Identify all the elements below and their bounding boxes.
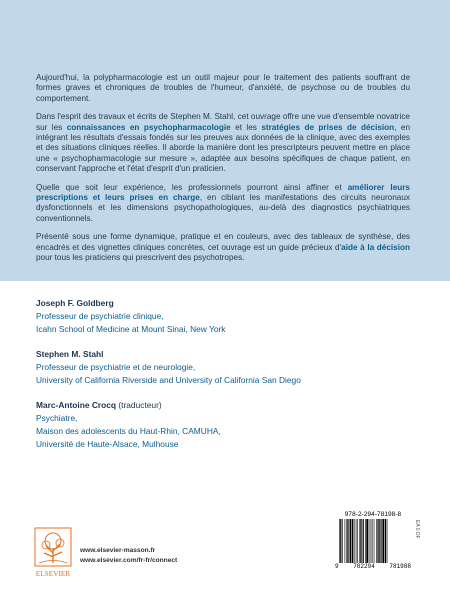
author-entry: [36, 348, 426, 387]
text-run: Quelle que soit leur expérience, les professionnels pourront ainsi affiner et: [36, 182, 348, 192]
barcode-digits-left: 782294: [353, 563, 375, 570]
publisher-url-2[interactable]: www.elsevier.com/fr-fr/connect: [80, 557, 178, 564]
barcode-digits-right: 781988: [389, 563, 411, 570]
summary-paragraph-3: [36, 183, 410, 225]
highlight-text: stratégies de prises de décision: [261, 122, 395, 132]
back-cover-summary: [36, 73, 410, 272]
author-list: [36, 297, 426, 463]
text-run: , en intégrant les résultats d'essais fondés sur les preuves aux données de la clinique, avec des exemples et des situations cliniques réelles. Il aborde la manière dont les prescripteurs peuvent mettre en place une « psychopharmacologie sur mesure », adaptée aux besoins spécifiques de chaque patient, en conservant l'approche et l'état d'esprit d'un praticien.: [36, 122, 410, 174]
highlight-text: connaissances en psychopharmacologie: [66, 122, 231, 132]
elsevier-logo: [33, 527, 73, 579]
publisher-url-1[interactable]: www.elsevier-masson.fr: [80, 547, 156, 554]
logo-text: ELSEVIER: [35, 569, 71, 578]
isbn-barcode: [335, 511, 411, 576]
summary-paragraph-4: [36, 232, 410, 263]
barcode-digit-first: 9: [335, 563, 339, 570]
barcode-icon: [335, 519, 411, 563]
author-entry: [36, 297, 426, 336]
publisher-urls: [80, 546, 177, 566]
author-entry: [36, 399, 426, 451]
text-run: , en ciblant les manifestations des circuits neuronaux dysfonctionnels et les dimensions psychopathologiques, au-delà des diagnostics psychiatriques conventionnels.: [36, 193, 410, 223]
author-role-note: (traducteur): [116, 400, 162, 410]
highlight-text: améliorer leurs prescriptions et leurs prises en charge: [36, 182, 410, 203]
author-affiliation: Icahn School of Medicine at Mount Sinai, New York: [36, 324, 226, 334]
author-affiliation-2: Université de Haute-Alsace, Mulhouse: [36, 439, 179, 449]
author-affiliation: Maison des adolescents du Haut-Rhin, CAMUHA,: [36, 426, 221, 436]
summary-paragraph-2: [36, 112, 410, 174]
text-run: Présenté sous une forme dynamique, pratique et en couleurs, avec des tableaux de synthèse, des encadrés et des vignettes cliniques concrètes, cet ouvrage est un guide précieux d': [36, 232, 410, 252]
side-code: EA 0 DF: [414, 520, 420, 539]
text-run: Dans l'esprit des travaux et écrits de Stephen M. Stahl, cet ouvrage offre une vue d'ensemble novatrice sur les: [36, 112, 410, 132]
author-name: Marc-Antoine Crocq: [36, 400, 117, 410]
isbn-number: 978-2-294-78198-8: [344, 511, 402, 518]
author-name: Joseph F. Goldberg: [36, 298, 114, 308]
elsevier-tree-icon: [33, 527, 73, 579]
author-title: Professeur de psychiatrie clinique,: [36, 311, 164, 321]
barcode-digits: [335, 563, 411, 570]
highlight-text: aide à la décision: [341, 242, 410, 252]
author-title: Professeur de psychiatrie et de neurologie,: [36, 362, 196, 372]
author-affiliation: University of California Riverside and University of California San Diego: [36, 375, 301, 385]
author-name: Stephen M. Stahl: [36, 349, 104, 359]
text-run: pour tous les praticiens qui prescrivent des psychotropes.: [36, 253, 245, 263]
author-name-line: [36, 399, 426, 412]
author-title: Psychiatre,: [36, 413, 78, 423]
text-run: et les: [230, 122, 262, 132]
summary-paragraph-1: Aujourd'hui, la polypharmacologie est un outil majeur pour le traitement des patients souffrant de formes graves et chroniques de troubles de l'humeur, d'anxiété, de psychose ou de troubles du comportement.: [36, 73, 410, 103]
